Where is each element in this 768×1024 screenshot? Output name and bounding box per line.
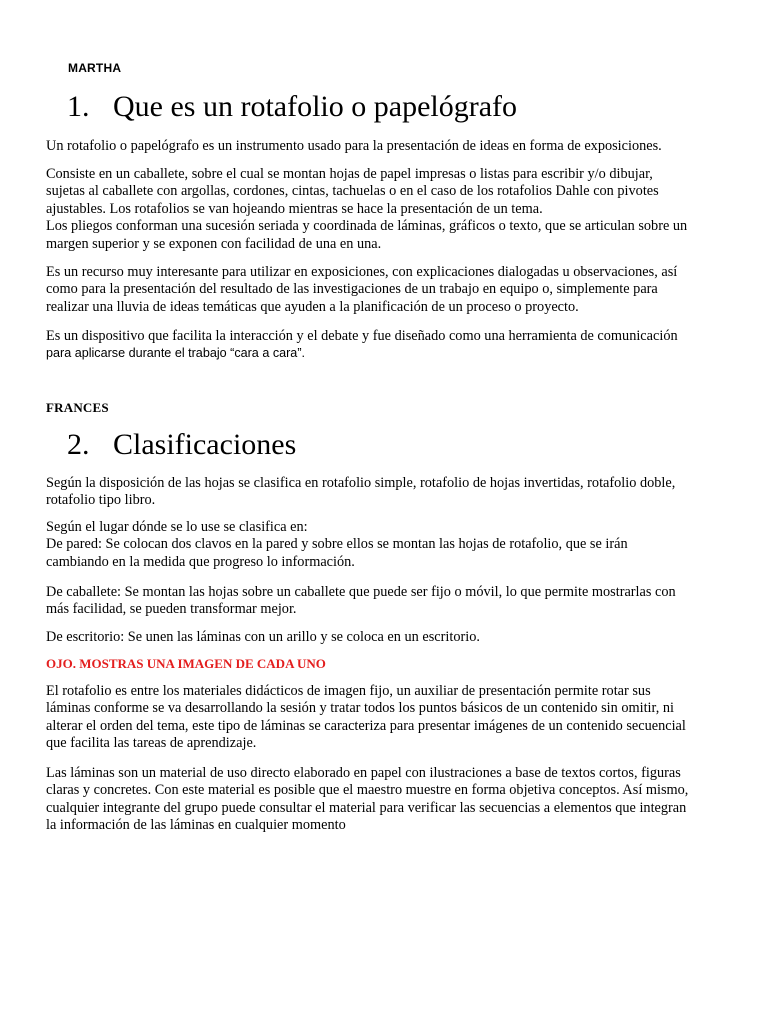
paragraph xyxy=(46,584,726,619)
text-line: De escritorio: Se unen las láminas con un arillo y se coloca en un escritorio. xyxy=(46,629,480,645)
paragraph xyxy=(46,328,726,363)
text-line: para aplicarse durante el trabajo “cara a cara”. xyxy=(46,346,306,361)
text-line: cambiando en la medida que progreso lo información. xyxy=(46,553,355,570)
text-line: ajustables. Los rotafolios se van hojeando mientras se hace la presentación de un tema. xyxy=(46,200,543,217)
text-line: rotafolio tipo libro. xyxy=(46,492,156,509)
text-line: sujetas al caballete con argollas, cordones, cintas, tachuelas o en el caso de los rotafolios Dahle con pivotes xyxy=(46,183,659,200)
paragraph xyxy=(46,629,726,646)
text-line: Los pliegos conforman una sucesión seriada y coordinada de láminas, gráficos o texto, que se articulan sobre un xyxy=(46,218,688,235)
paragraph xyxy=(46,166,726,253)
text-line: Un rotafolio o papelógrafo es un instrumento usado para la presentación de ideas en forma de exposiciones. xyxy=(46,138,662,154)
text-line: Según el lugar dónde se lo use se clasifica en: xyxy=(46,519,308,535)
paragraph xyxy=(46,519,726,571)
section-number: 1. xyxy=(67,90,90,123)
text-line: cualquier integrante del grupo puede consultar el material para verificar las secuencias a elementos que integran xyxy=(46,799,687,816)
text-line: alterar el orden del tema, este tipo de láminas se caracteriza para presentar imágenes de un contenido secuencial xyxy=(46,717,686,734)
text-line: más facilidad, se pueden transformar mejor. xyxy=(46,601,297,618)
text-line: claras y concretes. Con este material es posible que el maestro muestre en forma objetiva conceptos. Así mismo, xyxy=(46,782,689,799)
text-line: láminas conforme se va desarrollando la sesión y tratar todos los puntos básicos de un contenido sin omitir, ni xyxy=(46,700,674,717)
text-line: De pared: Se colocan dos clavos en la pared y sobre ellos se montan las hojas de rotafolio, que se irán xyxy=(46,536,628,553)
text-line: realizar una lluvia de ideas temáticas que ayuden a la planificación de un proceso o proyecto. xyxy=(46,298,579,315)
text-line: El rotafolio es entre los materiales didácticos de imagen fijo, un auxiliar de presentación permite rotar sus xyxy=(46,683,651,699)
teacher-note: OJO. MOSTRAS UNA IMAGEN DE CADA UNO xyxy=(46,656,326,671)
text-line: Consiste en un caballete, sobre el cual se montan hojas de papel impresas o listas para escribir y/o dibujar, xyxy=(46,166,653,182)
paragraph xyxy=(46,683,726,753)
paragraph xyxy=(46,264,726,316)
section-title: Clasificaciones xyxy=(113,428,297,461)
section-heading-2 xyxy=(67,427,296,463)
text-line: la información de las láminas en cualquier momento xyxy=(46,817,346,834)
paragraph xyxy=(46,765,726,835)
text-line: que facilita las tareas de aprendizaje. xyxy=(46,735,257,752)
text-line: como para la presentación del resultado de las investigaciones de un trabajo en equipo o, simplemente para xyxy=(46,281,658,298)
paragraph xyxy=(46,475,726,510)
section-number: 2. xyxy=(67,428,90,461)
text-line: Es un dispositivo que facilita la interacción y el debate y fue diseñado como una herramienta de comunicación xyxy=(46,328,678,344)
text-line: Las láminas son un material de uso directo elaborado en papel con ilustraciones a base de textos cortos, figuras xyxy=(46,765,681,781)
paragraph xyxy=(46,138,726,155)
text-line: Según la disposición de las hojas se clasifica en rotafolio simple, rotafolio de hojas invertidas, rotafolio doble, xyxy=(46,475,676,491)
text-line: Es un recurso muy interesante para utilizar en exposiciones, con explicaciones dialogadas u observaciones, así xyxy=(46,264,678,280)
text-line: De caballete: Se montan las hojas sobre un caballete que puede ser fijo o móvil, lo que permite mostrarlas con xyxy=(46,584,676,600)
author-label-frances: FRANCES xyxy=(46,400,109,415)
text-line: margen superior y se exponen con facilidad de una en una. xyxy=(46,235,382,252)
section-heading-1 xyxy=(67,89,517,125)
section-title: Que es un rotafolio o papelógrafo xyxy=(113,90,518,123)
author-label-martha: MARTHA xyxy=(68,61,122,75)
